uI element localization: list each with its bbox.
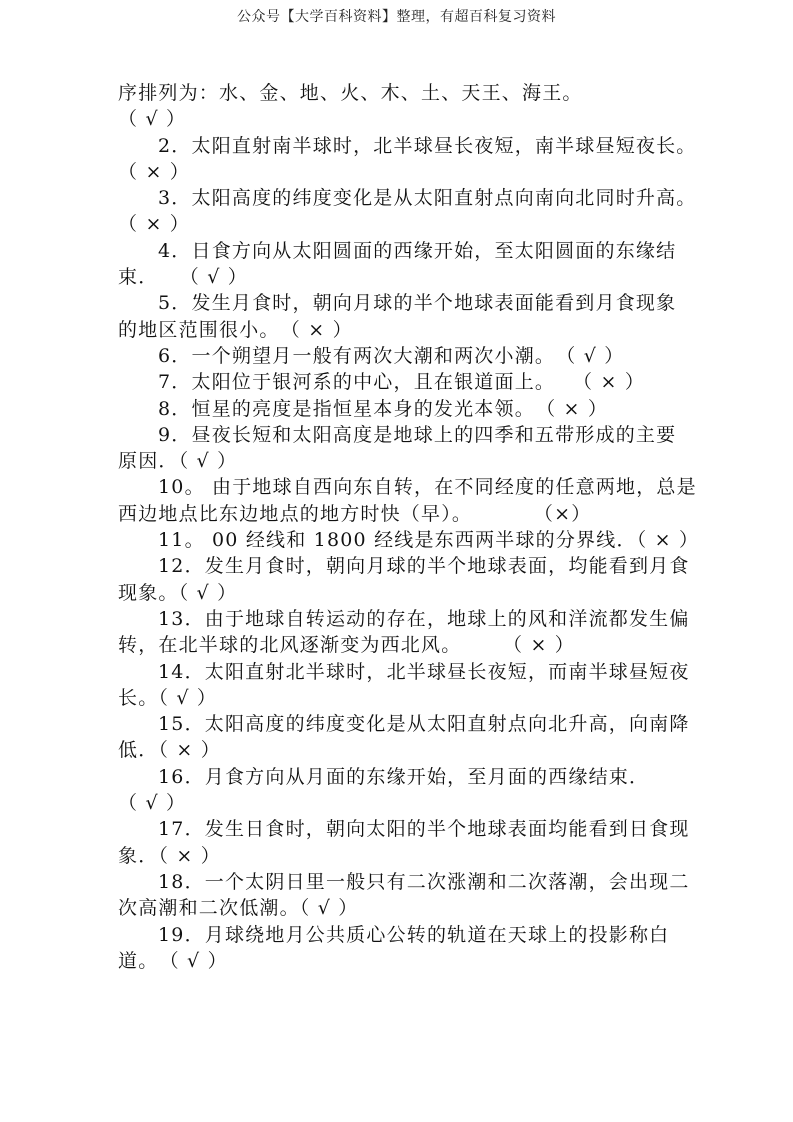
text-line: 9．昼夜长短和太阳高度是地球上的四季和五带形成的主要 — [158, 423, 677, 446]
text-line: 5．发生月食时，朝向月球的半个地球表面能看到月食现象 — [158, 292, 677, 315]
text-line: 8．恒星的亮度是指恒星本身的发光本领。 （ × ） — [158, 397, 609, 420]
text-line: 道。 （ √ ） — [118, 949, 228, 972]
text-line: 19．月球绕地月公共质心公转的轨道在天球上的投影称白 — [158, 923, 670, 946]
text-line: 序排列为：水、金、地、火、木、土、天王、海王。 — [118, 82, 583, 104]
text-line: 13．由于地球自转运动的存在，地球上的风和洋流都发生偏 — [158, 607, 690, 630]
text-line: （ × ） — [118, 213, 190, 236]
text-line: 次高潮和二次低潮。（ √ ） — [118, 897, 359, 920]
text-line: 转，在北半球的北风逐渐变为西北风。 （ × ） — [118, 634, 576, 657]
text-line: 15．太阳高度的纬度变化是从太阳直射点向北升高，向南降 — [158, 713, 690, 736]
text-line: （ √ ） — [118, 108, 187, 131]
text-line: 12．发生月食时，朝向月球的半个地球表面，均能看到月食 — [158, 555, 690, 578]
page-header: 公众号【大学百科资料】整理，有超百科复习资料 — [237, 9, 556, 25]
text-line: 2．太阳直射南半球时，北半球昼长夜短，南半球昼短夜长。 — [158, 134, 697, 157]
text-line: 低．（ × ） — [118, 739, 221, 762]
text-line: （ √ ） — [118, 792, 187, 815]
text-line: 6．一个朔望月一般有两次大潮和两次小潮。 （ √ ） — [158, 344, 625, 367]
text-line: 17．发生日食时，朝向太阳的半个地球表面均能看到日食现 — [158, 818, 690, 841]
text-line: 7．太阳位于银河系的中心，且在银道面上。 （ × ） — [158, 371, 646, 394]
text-line: 原因．（ √ ） — [118, 450, 238, 473]
text-line: 象．（ × ） — [118, 844, 221, 867]
text-line: 18．一个太阴日里一般只有二次涨潮和二次落潮，会出现二 — [158, 870, 690, 893]
text-line: 西边地点比东边地点的地方时快（早）。 （×） — [118, 502, 592, 525]
text-line: 11。 00 经线和 1800 经线是东西两半球的分界线．（ × ） — [158, 529, 700, 552]
text-line: 16．月食方向从月面的东缘开始，至月面的西缘结束． — [158, 765, 650, 788]
text-line: （ × ） — [118, 160, 190, 183]
text-line: 14．太阳直射北半球时，北半球昼长夜短，而南半球昼短夜 — [158, 660, 690, 683]
text-line: 束． （ √ ） — [118, 266, 248, 289]
text-line: 的地区范围很小。 （ × ） — [118, 318, 353, 341]
text-line: 现象。（ √ ） — [118, 581, 238, 604]
text-line: 10。 由于地球自西向东自转，在不同经度的任意两地，总是 — [158, 476, 697, 499]
text-line: 长。（ √ ） — [118, 686, 218, 709]
text-line: 4．日食方向从太阳圆面的西缘开始，至太阳圆面的东缘结 — [158, 239, 677, 262]
text-line: 3．太阳高度的纬度变化是从太阳直射点向南向北同时升高。 — [158, 187, 697, 210]
question-list — [118, 80, 700, 974]
